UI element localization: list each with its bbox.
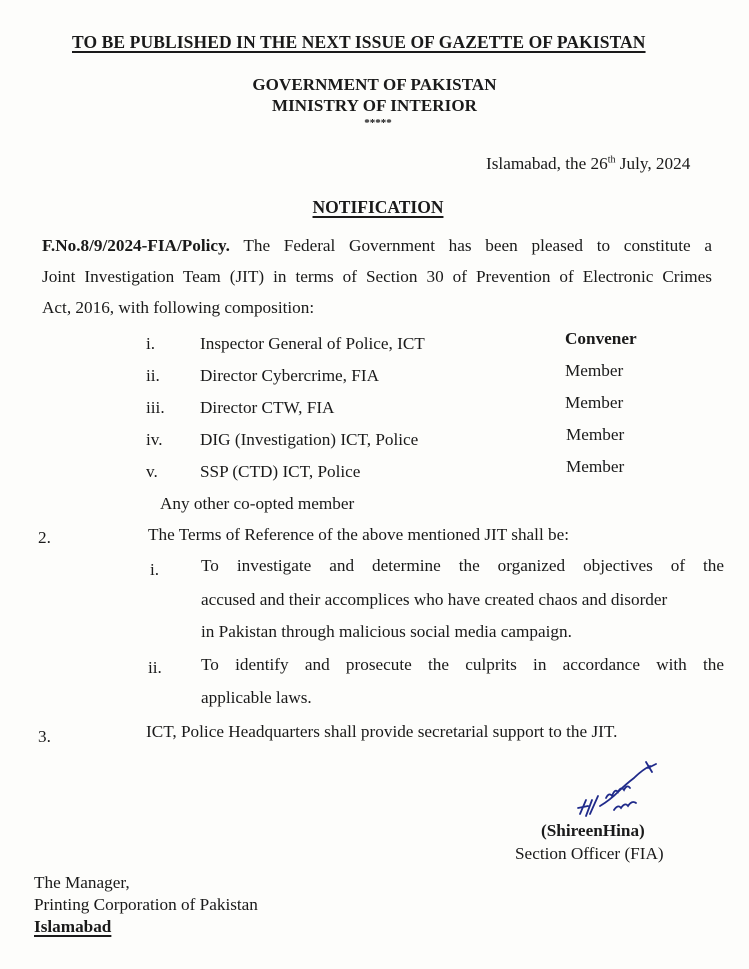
composition-num: ii. xyxy=(146,366,160,385)
file-reference: F.No.8/9/2024-FIA/Policy. xyxy=(42,236,230,255)
para2-number: 2. xyxy=(38,528,51,547)
dateline xyxy=(486,154,690,174)
tor-line: To identify and prosecute the culprits in accordance with the xyxy=(201,655,724,674)
date-prefix: Islamabad, the 26 xyxy=(486,154,608,173)
tor-line: accused and their accomplices who have created chaos and disorder xyxy=(201,590,668,609)
para2-text: The Terms of Reference of the above mentioned JIT shall be: xyxy=(148,525,570,544)
composition-role: Member xyxy=(565,393,624,412)
composition-role: Member xyxy=(566,457,625,476)
publish-notice: TO BE PUBLISHED IN THE NEXT ISSUE OF GAZETTE OF PAKISTAN xyxy=(72,32,646,52)
date-suffix: July, 2024 xyxy=(615,154,691,173)
composition-name: Director CTW, FIA xyxy=(200,398,335,417)
composition-name: SSP (CTD) ICT, Police xyxy=(200,462,361,481)
government-heading: GOVERNMENT OF PAKISTAN xyxy=(252,75,497,94)
composition-name: DIG (Investigation) ICT, Police xyxy=(200,430,419,449)
para3-text: ICT, Police Headquarters shall provide secretarial support to the JIT. xyxy=(146,722,618,741)
ministry-heading: MINISTRY OF INTERIOR xyxy=(271,96,478,115)
intro-text-1: The Federal Government has been pleased to constitute a xyxy=(229,236,712,255)
notification-title: NOTIFICATION xyxy=(312,197,444,217)
composition-num: iv. xyxy=(146,430,163,449)
tor-line: applicable laws. xyxy=(201,688,312,707)
composition-role: Member xyxy=(566,425,625,444)
tor-num: ii. xyxy=(148,658,162,677)
stars-divider: ***** xyxy=(364,117,392,129)
co-opted-member: Any other co-opted member xyxy=(160,494,355,513)
date-superscript: th xyxy=(607,154,616,166)
composition-num: v. xyxy=(146,462,158,481)
composition-num: iii. xyxy=(146,398,165,417)
handwritten-signature-icon xyxy=(570,756,670,826)
intro-line-2: Joint Investigation Team (JIT) in terms of Section 30 of Prevention of Electronic Crimes xyxy=(42,267,712,286)
addressee-city: Islamabad xyxy=(34,917,112,936)
para3-number: 3. xyxy=(38,727,51,746)
signatory-designation: Section Officer (FIA) xyxy=(515,844,664,863)
intro-line-1 xyxy=(42,236,712,256)
tor-num: i. xyxy=(150,560,160,579)
composition-num: i. xyxy=(146,334,156,353)
composition-name: Inspector General of Police, ICT xyxy=(200,334,425,353)
tor-line: To investigate and determine the organized objectives of the xyxy=(201,556,724,575)
signatory-name: (ShireenHina) xyxy=(541,821,645,840)
addressee-line-1: The Manager, xyxy=(34,873,130,892)
composition-role: Convener xyxy=(565,329,637,348)
addressee-line-2: Printing Corporation of Pakistan xyxy=(34,895,258,914)
tor-line: in Pakistan through malicious social media campaign. xyxy=(201,622,572,641)
intro-line-3: Act, 2016, with following composition: xyxy=(42,298,315,317)
composition-role: Member xyxy=(565,361,624,380)
composition-name: Director Cybercrime, FIA xyxy=(200,366,379,385)
